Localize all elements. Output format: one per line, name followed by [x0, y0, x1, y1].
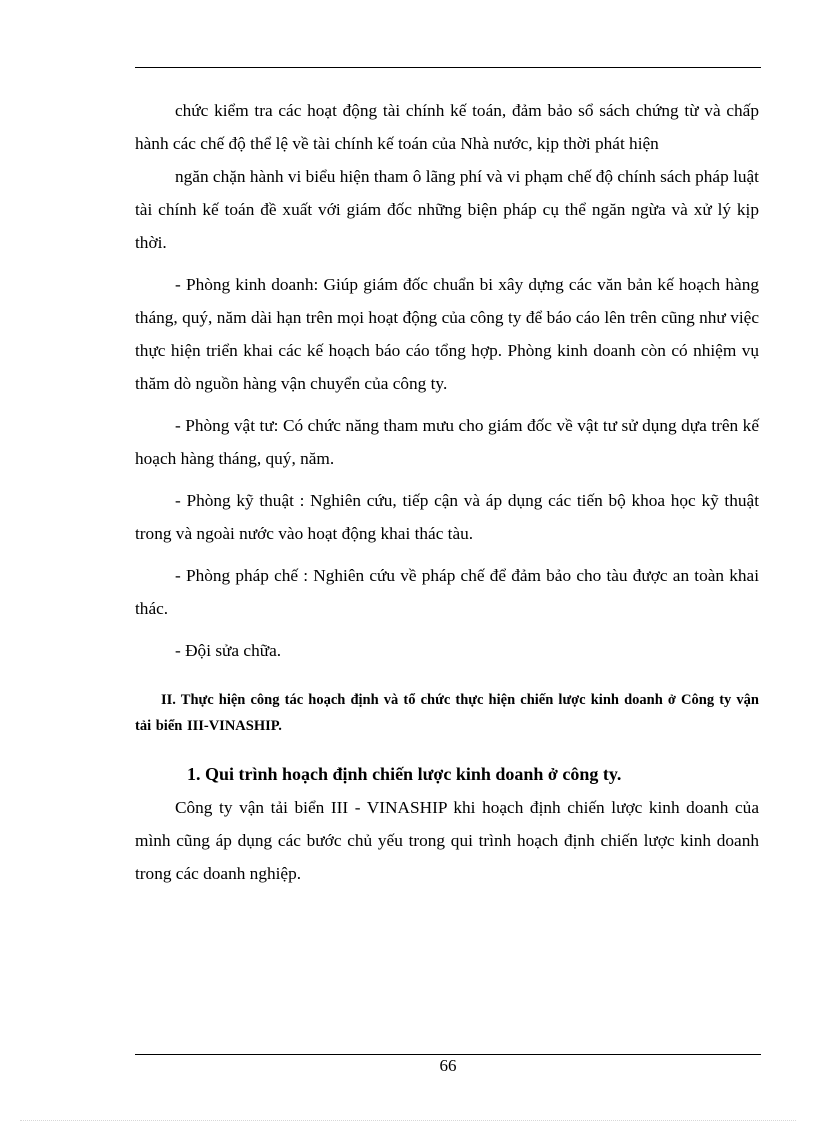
paragraph-closing: Công ty vận tải biển III - VINASHIP khi hoạch định chiến lược kinh doanh của mình cũng áp dụng các bước chủ yếu trong qui trình hoạch định chiến lược kinh doanh trong các doanh nghiệp.: [135, 798, 759, 883]
paragraph-business-dept: - Phòng kinh doanh: Giúp giám đốc chuẩn bi xây dựng các văn bản kế hoạch hàng tháng, quý, năm dài hạn trên mọi hoạt động của công ty để báo cáo lên trên cũng như việc thực hiện triển khai các kế hoạch báo cáo tổng hợp. Phòng kinh doanh còn có nhiệm vụ thăm dò nguồn hàng vận chuyển của công ty.: [135, 275, 759, 393]
header-rule: [135, 67, 761, 68]
paragraph-materials-dept: - Phòng vật tư: Có chức năng tham mưu cho giám đốc về vật tư sử dụng dựa trên kế hoạch hàng tháng, quý, năm.: [135, 416, 759, 468]
paragraph-accounting-duties: chức kiểm tra các hoạt động tài chính kế toán, đảm bảo sổ sách chứng từ và chấp hành các chế độ thể lệ về tài chính kế toán của Nhà nước, kịp thời phát hiện: [135, 101, 759, 153]
page-body: [135, 94, 759, 899]
paragraph-prevention: ngăn chặn hành vi biểu hiện tham ô lãng phí và vi phạm chế độ chính sách pháp luật tài chính kế toán đề xuất với giám đốc những biện pháp cụ thể ngăn ngừa và xử lý kịp thời.: [135, 167, 759, 252]
paragraph-legal-dept: - Phòng pháp chế : Nghiên cứu về pháp chế để đảm bảo cho tàu được an toàn khai thác.: [135, 566, 759, 618]
page-edge-divider: [20, 1120, 796, 1121]
sub-heading: 1. Qui trình hoạch định chiến lược kinh doanh ở công ty.: [187, 764, 622, 784]
paragraph-repair-team: - Đội sửa chữa.: [175, 641, 282, 660]
section-heading: II. Thực hiện công tác hoạch định và tổ chức thực hiện chiến lược kinh doanh ở Công ty vận tải biển III-VINASHIP.: [135, 692, 759, 734]
page-number: 66: [439, 1056, 457, 1075]
paragraph-technical-dept: - Phòng kỹ thuật : Nghiên cứu, tiếp cận và áp dụng các tiến bộ khoa học kỹ thuật trong và ngoài nước vào hoạt động khai thác tàu.: [135, 491, 759, 543]
